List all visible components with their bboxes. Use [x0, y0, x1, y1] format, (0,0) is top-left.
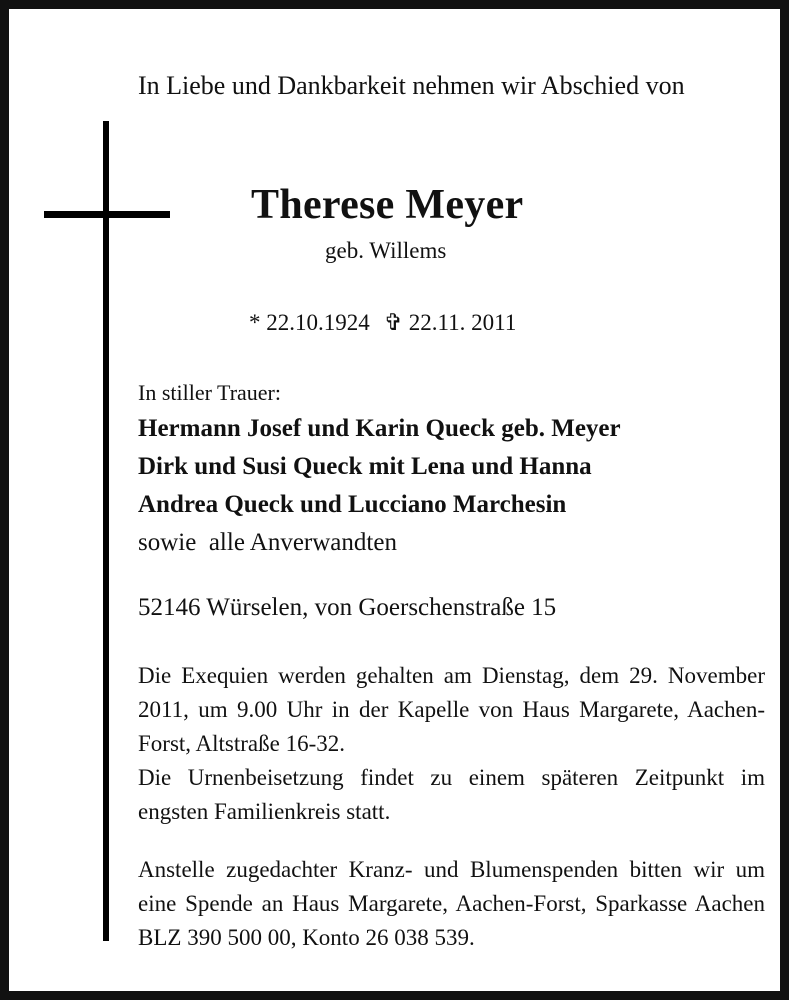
address: 52146 Würselen, von Goerschenstraße 15	[138, 594, 557, 621]
family-line: Dirk und Susi Queck mit Lena und Hanna	[138, 453, 592, 480]
cross-vertical-bar	[103, 121, 109, 941]
death-cross-icon: ✞	[383, 310, 404, 335]
donation-request: Anstelle zugedachter Kranz- und Blumenspenden bitten wir um eine Spende an Haus Margarete, Aachen-Forst, Sparkasse Aachen BLZ 390 500 00, Konto 26 038 539.	[138, 857, 765, 950]
maiden-name: geb. Willems	[325, 238, 447, 263]
service-info: Die Exequien werden gehalten am Dienstag, dem 29. November 2011, um 9.00 Uhr in der Kapelle von Haus Margarete, Aachen-Forst, Altstraße 16-32.	[138, 663, 765, 756]
family-line: Andrea Queck und Lucciano Marchesin	[138, 491, 567, 518]
life-dates	[249, 308, 516, 338]
family-line: Hermann Josef und Karin Queck geb. Meyer	[138, 415, 621, 442]
intro-text: In Liebe und Dankbarkeit nehmen wir Abschied von	[138, 71, 685, 100]
relatives-line: sowie alle Anverwandten	[138, 529, 397, 556]
urn-burial-info: Die Urnenbeisetzung findet zu einem späteren Zeitpunkt im engsten Familienkreis statt.	[138, 765, 765, 824]
death-date: 22.11. 2011	[408, 310, 517, 335]
deceased-name: Therese Meyer	[251, 182, 524, 228]
mourning-label: In stiller Trauer:	[138, 380, 281, 405]
cross-horizontal-bar	[44, 211, 170, 218]
mourners-list	[138, 410, 778, 562]
birth-date: * 22.10.1924	[249, 310, 370, 335]
